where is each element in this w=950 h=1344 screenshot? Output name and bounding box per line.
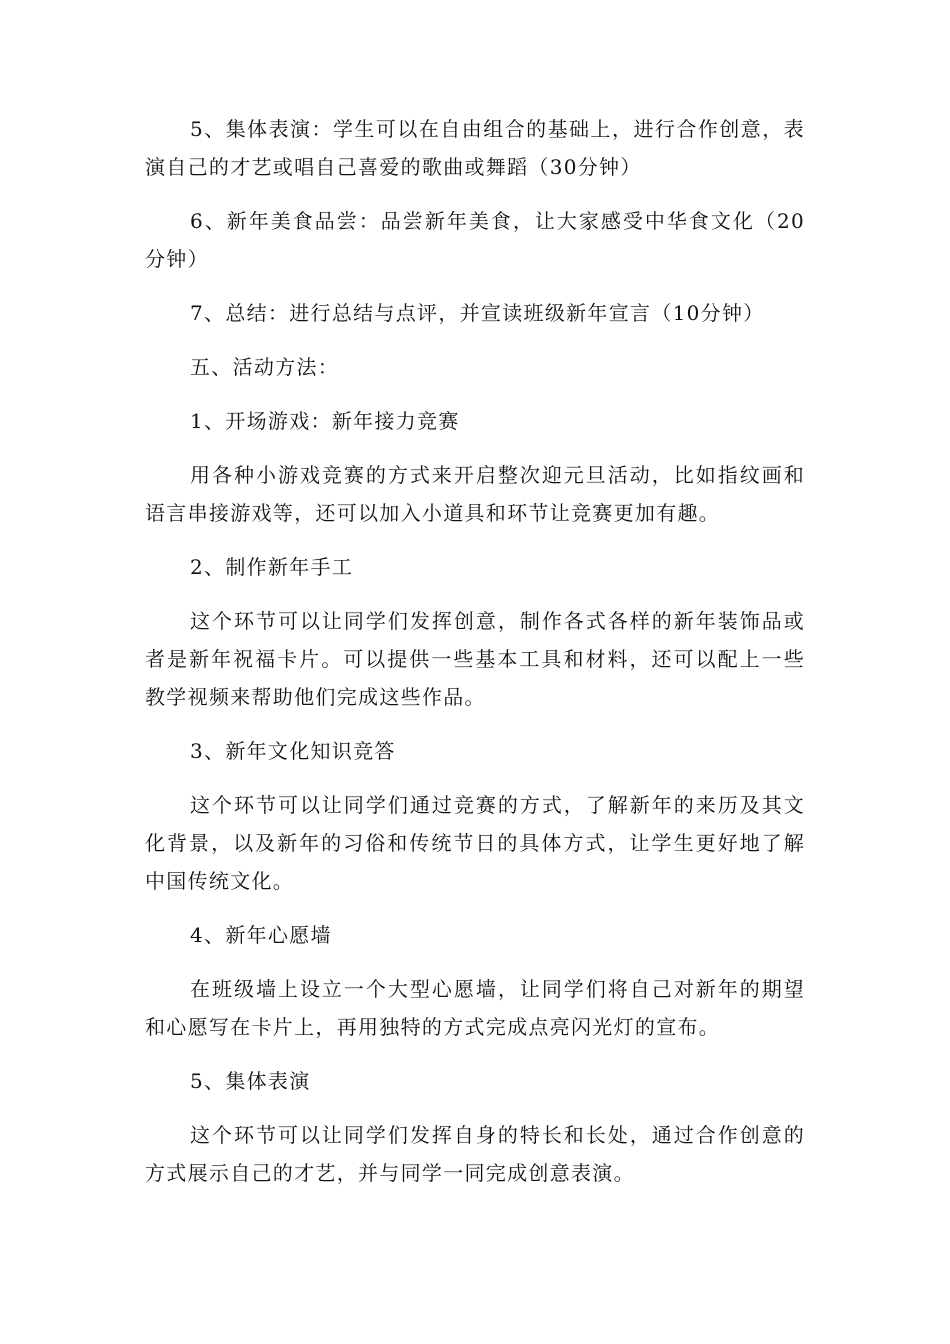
paragraph-handicraft: 这个环节可以让同学们发挥创意，制作各式各样的新年装饰品或者是新年祝福卡片。可以提供一些基本工具和材料，还可以配上一些教学视频来帮助他们完成这些作品。 [145,609,805,709]
paragraph-opening-game: 用各种小游戏竞赛的方式来开启整次迎元旦活动，比如指纹画和语言串接游戏等，还可以加入小道具和环节让竞赛更加有趣。 [145,463,805,525]
paragraph-wish-wall: 在班级墙上设立一个大型心愿墙，让同学们将自己对新年的期望和心愿写在卡片上，再用独特的方式完成点亮闪光灯的宣布。 [145,977,805,1039]
paragraph-culture-quiz: 这个环节可以让同学们通过竞赛的方式，了解新年的来历及其文化背景，以及新年的习俗和传统节日的具体方式，让学生更好地了解中国传统文化。 [145,793,805,893]
paragraph-collective-performance: 这个环节可以让同学们发挥自身的特长和长处，通过合作创意的方式展示自己的才艺，并与同学一同完成创意表演。 [145,1123,805,1185]
subheading-handicraft: 2、制作新年手工 [190,555,354,579]
paragraph-summary-schedule: 7、总结：进行总结与点评，并宣读班级新年宣言（10分钟） [190,301,765,325]
subheading-opening-game: 1、开场游戏：新年接力竞赛 [190,409,460,433]
document-body [145,110,805,1208]
paragraph-food-tasting-schedule: 6、新年美食品尝：品尝新年美食，让大家感受中华食文化（20分钟） [145,209,805,271]
section-heading-activity-methods: 五、活动方法： [190,355,340,379]
subheading-wish-wall: 4、新年心愿墙 [190,923,332,947]
subheading-collective-performance: 5、集体表演 [190,1069,311,1093]
subheading-culture-quiz: 3、新年文化知识竞答 [190,739,396,763]
paragraph-collective-performance-schedule: 5、集体表演：学生可以在自由组合的基础上，进行合作创意，表演自己的才艺或唱自己喜爱的歌曲或舞蹈（30分钟） [145,117,805,179]
